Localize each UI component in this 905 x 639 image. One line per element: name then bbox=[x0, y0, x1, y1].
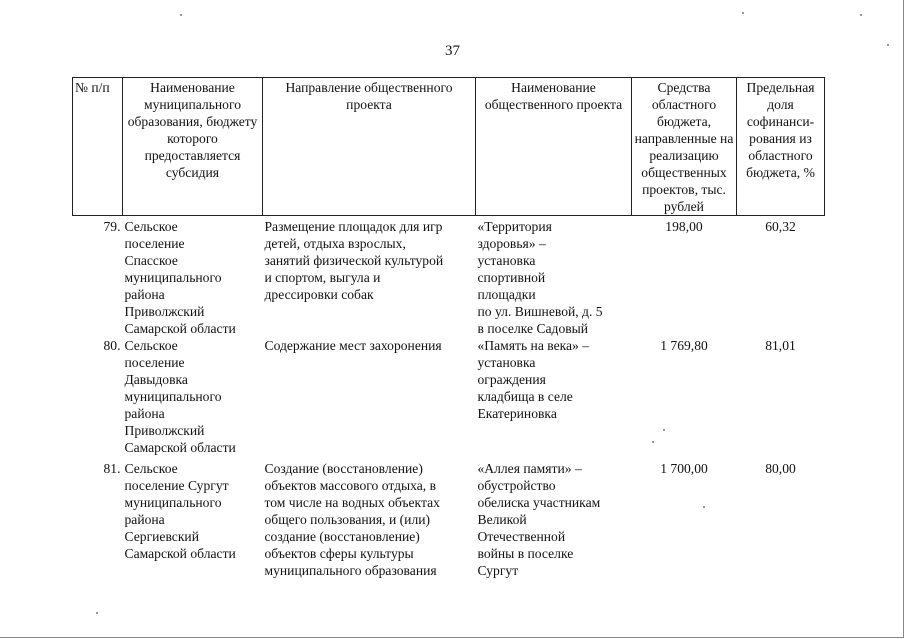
cell-line: Создание (восстановление) bbox=[264, 461, 423, 476]
cell-line: установка bbox=[477, 253, 536, 268]
cell-line: в поселке Садовый bbox=[477, 321, 589, 336]
cell-line: муниципального bbox=[124, 495, 222, 510]
cell-line: создание (восстановление) bbox=[264, 529, 420, 544]
cell-line: муниципального bbox=[124, 389, 222, 404]
page-number: 37 bbox=[445, 43, 460, 59]
cell-line: здоровья» – bbox=[477, 236, 546, 251]
cell-line: «Аллея памяти» – bbox=[477, 461, 582, 476]
table-header-row bbox=[73, 78, 825, 216]
scan-speck bbox=[96, 612, 98, 614]
share-cell: 80,00 bbox=[765, 461, 796, 476]
scan-speck bbox=[663, 429, 665, 431]
project-cell bbox=[476, 460, 632, 579]
cell-line: детей, отдыха взрослых, bbox=[264, 236, 406, 251]
header-municipality: Наименование муниципального образования, бюджету которого предоставляется субсидия bbox=[123, 78, 263, 216]
cell-line: объектов массового отдыха, в bbox=[264, 478, 436, 493]
header-number: № п/п bbox=[73, 78, 123, 216]
table-row bbox=[73, 218, 825, 337]
cell-line: войны в поселке bbox=[477, 546, 574, 561]
cell-line: района bbox=[124, 406, 165, 421]
direction-cell bbox=[263, 218, 476, 337]
cell-line: района bbox=[124, 287, 165, 302]
cell-line: поселение bbox=[124, 355, 185, 370]
subsidy-table bbox=[72, 77, 825, 579]
cell-line: Самарской области bbox=[124, 321, 236, 336]
cell-line: площадки bbox=[477, 287, 536, 302]
cell-line: и спортом, выгула и bbox=[264, 270, 381, 285]
cell-line: общего пользования, и (или) bbox=[264, 512, 431, 527]
scan-speck bbox=[742, 12, 744, 14]
cell-line: Давыдовка bbox=[124, 372, 188, 387]
share-cell: 60,32 bbox=[765, 219, 796, 234]
cell-line: Спасское bbox=[124, 253, 178, 268]
cell-line: поселение Сургут bbox=[124, 478, 229, 493]
scan-speck bbox=[180, 14, 182, 16]
cell-line: ограждения bbox=[477, 372, 546, 387]
row-number: 80. bbox=[103, 338, 121, 353]
direction-cell bbox=[263, 460, 476, 579]
funds-cell: 1 769,80 bbox=[660, 338, 708, 353]
cell-line: Самарской области bbox=[124, 546, 236, 561]
municipality-cell bbox=[123, 218, 263, 337]
cell-line: Размещение площадок для игр bbox=[264, 219, 443, 234]
cell-line: по ул. Вишневой, д. 5 bbox=[477, 304, 603, 319]
cell-line: муниципального образования bbox=[264, 563, 437, 578]
row-number: 81. bbox=[103, 461, 121, 476]
header-share: Предельная доля софинанси-рования из областного бюджета, % bbox=[737, 78, 825, 216]
cell-line: Сельское bbox=[124, 338, 178, 353]
row-number: 79. bbox=[103, 219, 121, 234]
cell-line: муниципального bbox=[124, 270, 222, 285]
cell-line: объектов сферы культуры bbox=[264, 546, 414, 561]
municipality-cell bbox=[123, 460, 263, 579]
scan-speck bbox=[860, 14, 862, 16]
scan-speck bbox=[887, 44, 889, 46]
cell-line: Приволжский bbox=[124, 304, 205, 319]
cell-line: спортивной bbox=[477, 270, 546, 285]
cell-line: занятий физической культурой bbox=[264, 253, 444, 268]
cell-line: Сургут bbox=[477, 563, 519, 578]
cell-line: установка bbox=[477, 355, 536, 370]
cell-line: том числе на водных объектах bbox=[264, 495, 440, 510]
header-project: Наименование общественного проекта bbox=[476, 78, 632, 216]
cell-line: поселение bbox=[124, 236, 185, 251]
municipality-cell bbox=[123, 337, 263, 456]
funds-cell: 1 700,00 bbox=[660, 461, 708, 476]
cell-line: Сергиевский bbox=[124, 529, 199, 544]
table-row bbox=[73, 337, 825, 456]
cell-line: Содержание мест захоронения bbox=[264, 338, 442, 353]
cell-line: кладбища в селе bbox=[477, 389, 573, 404]
cell-line: обустройство bbox=[477, 478, 556, 493]
cell-line: района bbox=[124, 512, 165, 527]
cell-line: Самарской области bbox=[124, 440, 236, 455]
project-cell bbox=[476, 337, 632, 456]
cell-line: «Память на века» – bbox=[477, 338, 590, 353]
cell-line: дрессировки собак bbox=[264, 287, 374, 302]
table-row bbox=[73, 460, 825, 579]
cell-line: Сельское bbox=[124, 219, 178, 234]
cell-line: Отечественной bbox=[477, 529, 566, 544]
scan-speck bbox=[652, 441, 654, 443]
funds-cell: 198,00 bbox=[665, 219, 703, 234]
direction-cell bbox=[263, 337, 476, 456]
project-cell bbox=[476, 218, 632, 337]
cell-line: «Территория bbox=[477, 219, 552, 234]
cell-line: Сельское bbox=[124, 461, 178, 476]
scan-speck bbox=[703, 506, 705, 508]
header-funds: Средства областного бюджета, направленные на реализацию общественных проектов, тыс. рублей bbox=[632, 78, 737, 216]
cell-line: Екатериновка bbox=[477, 406, 557, 421]
cell-line: Приволжский bbox=[124, 423, 205, 438]
cell-line: обелиска участникам bbox=[477, 495, 601, 510]
share-cell: 81,01 bbox=[765, 338, 796, 353]
header-direction: Направление общественного проекта bbox=[263, 78, 476, 216]
cell-line: Великой bbox=[477, 512, 527, 527]
